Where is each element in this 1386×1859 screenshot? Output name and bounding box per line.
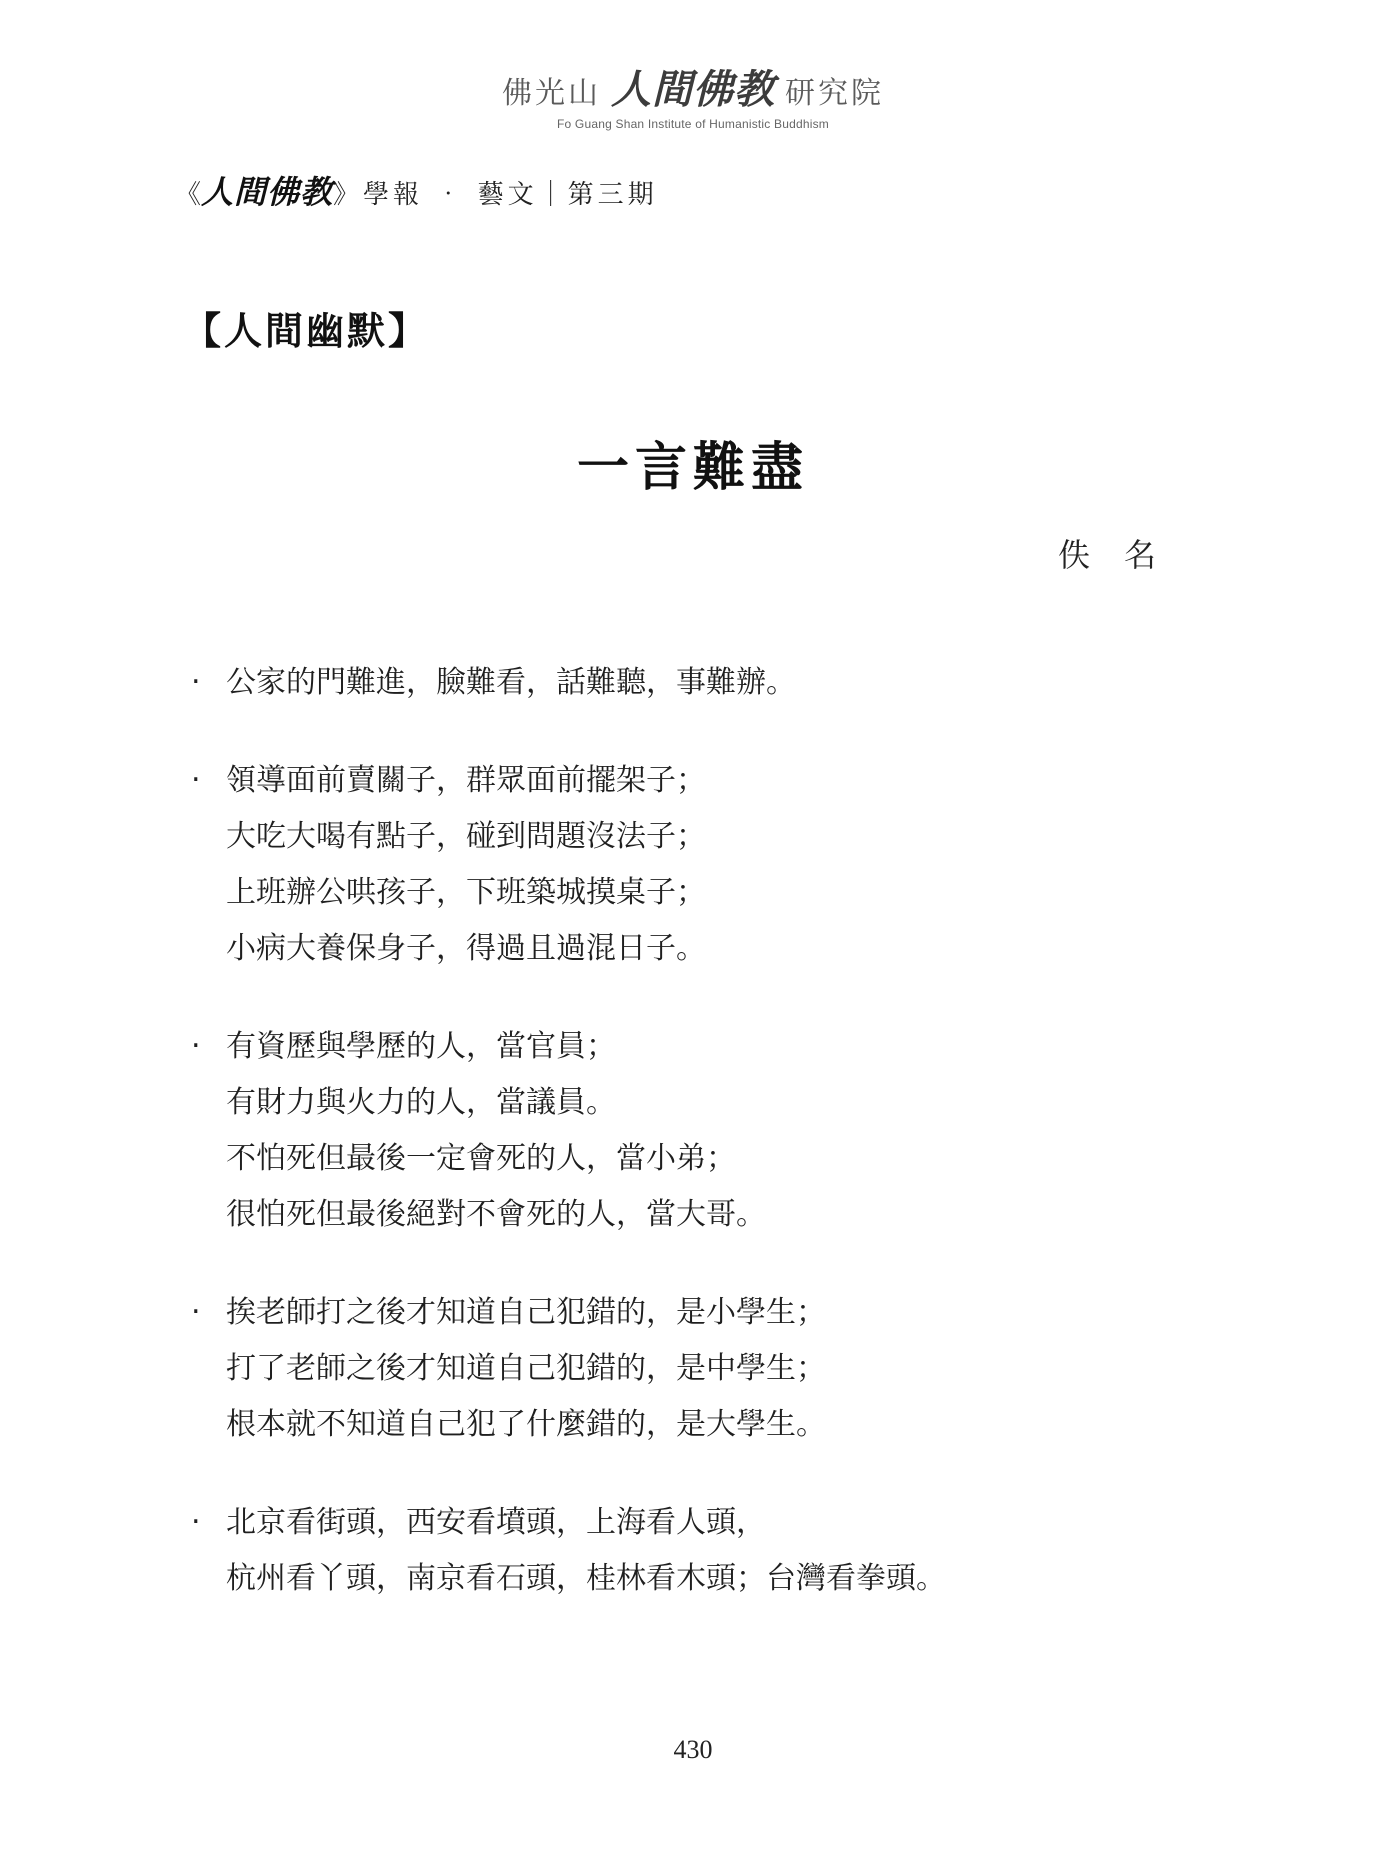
stanza-line: 有財力與火力的人，當議員。 — [226, 1085, 616, 1120]
journal-issue-info: 學報 ‧ 藝文｜第三期 — [363, 180, 658, 210]
journal-running-head — [175, 167, 658, 213]
stanza-line: 領導面前賣關子，群眾面前擺架子； — [226, 763, 706, 798]
bullet-icon: ‧ — [191, 1295, 201, 1330]
bullet-icon: ‧ — [191, 1029, 201, 1064]
stanza — [184, 1019, 1244, 1243]
bullet-icon: ‧ — [191, 763, 201, 798]
stanza-line: 有資歷與學歷的人，當官員； — [226, 1029, 616, 1064]
page-number: 430 — [673, 1735, 713, 1764]
article-author: 佚名 — [1058, 536, 1191, 574]
stanza-line: 杭州看丫頭，南京看石頭，桂林看木頭；台灣看拳頭。 — [226, 1561, 946, 1596]
stanza-line: 根本就不知道自己犯了什麼錯的，是大學生。 — [226, 1407, 826, 1442]
journal-close-mark: 》 — [333, 180, 360, 210]
institute-suffix: 研究院 — [785, 76, 884, 111]
stanza-line: 北京看街頭，西安看墳頭，上海看人頭， — [226, 1505, 766, 1540]
stanza — [184, 655, 1244, 711]
stanza-line: 大吃大喝有點子，碰到問題沒法子； — [226, 819, 706, 854]
institute-name-line — [502, 58, 884, 115]
article-title: 一言難盡 — [576, 437, 809, 498]
institute-header — [0, 58, 1386, 131]
institute-english-name: Fo Guang Shan Institute of Humanistic Buddhism — [556, 117, 829, 131]
stanza — [184, 1285, 1244, 1453]
bullet-icon: ‧ — [191, 1505, 201, 1540]
institute-prefix: 佛光山 — [502, 76, 601, 111]
section-label: 【人間幽默】 — [183, 308, 430, 353]
stanza-line: 打了老師之後才知道自己犯錯的，是中學生； — [226, 1351, 826, 1386]
stanza-line: 小病大養保身子，得過且過混日子。 — [226, 931, 706, 966]
stanza-line: 很怕死但最後絕對不會死的人，當大哥。 — [226, 1197, 766, 1232]
article-body — [184, 655, 1244, 1607]
bullet-icon: ‧ — [191, 665, 201, 700]
stanza-line: 挨老師打之後才知道自己犯錯的，是小學生； — [226, 1295, 826, 1330]
stanza-line: 不怕死但最後一定會死的人，當小弟； — [226, 1141, 736, 1176]
institute-logo-text: 人間佛教 — [611, 66, 775, 113]
journal-logo-text: 人間佛教 — [201, 173, 334, 211]
stanza-line: 上班辦公哄孩子，下班築城摸桌子； — [226, 875, 706, 910]
stanza — [184, 1495, 1244, 1607]
journal-open-mark: 《 — [175, 180, 202, 210]
stanza-line: 公家的門難進，臉難看，話難聽，事難辦。 — [226, 665, 796, 700]
stanza — [184, 753, 1244, 977]
